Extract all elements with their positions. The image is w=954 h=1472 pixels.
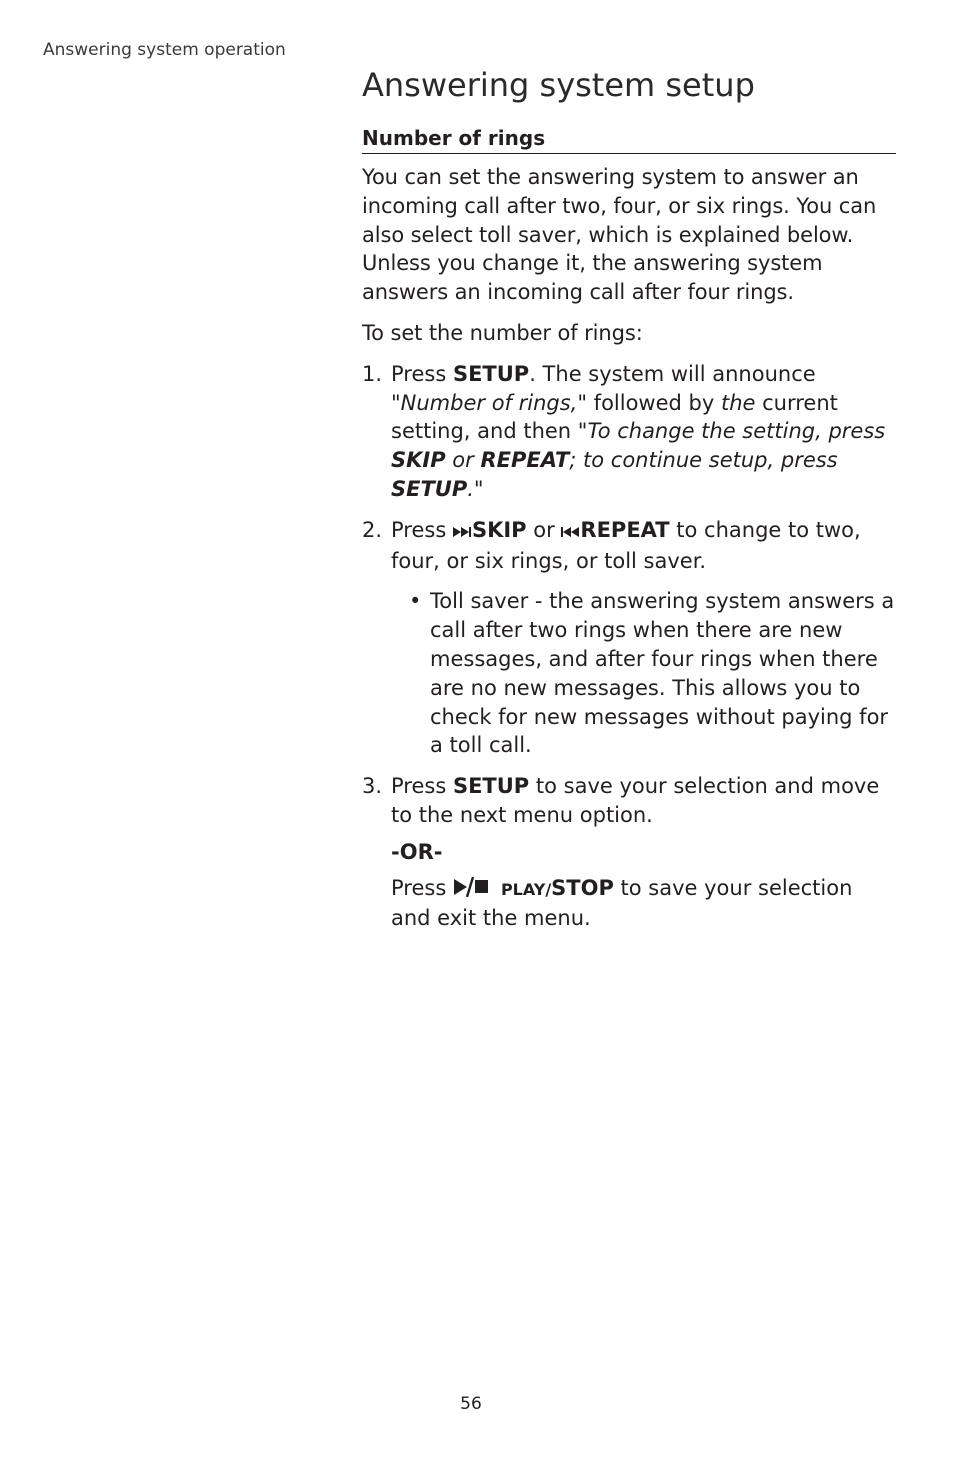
announcement-text: the (720, 390, 756, 415)
alternative-instruction (391, 874, 896, 934)
announcement-text: "Number of rings," (391, 390, 587, 415)
repeat-icon (561, 518, 579, 547)
section-title: Number of rings (362, 124, 896, 154)
key-setup: SETUP (391, 476, 468, 501)
or-separator: -OR- (391, 839, 443, 864)
key-repeat: REPEAT (480, 448, 570, 473)
step-2 (362, 516, 896, 760)
step-text: Press (391, 774, 453, 799)
play-stop-icon (453, 876, 500, 905)
step-1 (362, 360, 896, 504)
page-number: 56 (460, 1394, 482, 1414)
key-stop: STOP (551, 875, 614, 900)
lead-paragraph: To set the number of rings: (362, 320, 643, 345)
page-title: Answering system setup (362, 66, 755, 104)
step-text: to change to two, four, or six rings, or toll saver. (391, 517, 861, 573)
main-content (362, 64, 896, 933)
bullet-list (391, 587, 896, 760)
step-number: 2. (362, 517, 383, 542)
bullet-text: Toll saver - the answering system answers a call after two rings when there are new messages, and after four rings when there are no new messages. This allows you to check for new messages without paying for a toll call. (430, 589, 895, 758)
steps-list (362, 360, 896, 933)
key-setup: SETUP (452, 361, 530, 386)
key-repeat: REPEAT (580, 517, 670, 542)
step-text: to save your selection and exit the menu. (391, 875, 853, 931)
skip-icon (453, 518, 471, 547)
step-number: 1. (362, 361, 383, 386)
intro-paragraph: You can set the answering system to answer an incoming call after two, four, or six rings. You can also select toll saver, which is explained below. Unless you change it, the answering system answers an incoming call after four rings. (362, 165, 877, 305)
step-3 (362, 772, 896, 933)
announcement-text: ; to continue setup, press (569, 448, 838, 473)
step-number: 3. (362, 774, 383, 799)
step-text: current setting, and then (391, 390, 838, 444)
bullet-icon: • (409, 589, 422, 614)
step-text: . The system will announce (529, 361, 816, 386)
step-text: to save your selection and move to the next menu option. (391, 774, 880, 827)
step-text: Press (391, 517, 453, 542)
step-text: Press (391, 361, 453, 386)
step-text: or (526, 517, 562, 542)
key-skip: SKIP (471, 517, 527, 542)
key-play: PLAY/ (500, 879, 552, 899)
announcement-text: or (445, 448, 481, 473)
step-text: Press (391, 875, 453, 900)
running-head: Answering system operation (43, 40, 286, 60)
key-skip: SKIP (391, 448, 446, 473)
list-item (409, 587, 896, 760)
announcement-text: "To change the setting, press (577, 419, 886, 444)
key-setup: SETUP (452, 774, 530, 799)
announcement-text: ." (467, 476, 484, 501)
step-text: followed by (587, 390, 721, 415)
